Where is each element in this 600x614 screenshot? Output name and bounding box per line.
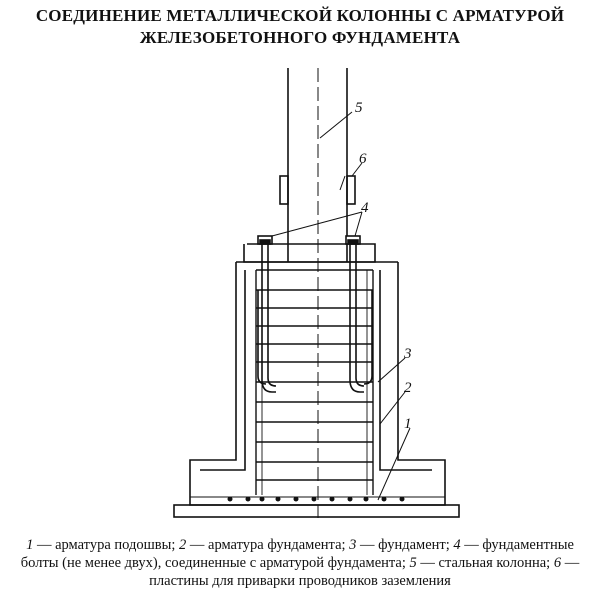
legend-num-4: 4 bbox=[453, 537, 461, 553]
legend-text-4: — фундаментные болты (не менее двух), соединенные с арматурой фундамента; bbox=[20, 537, 574, 571]
legend-num-3: 3 bbox=[349, 537, 357, 553]
legend-text-1: — арматура подошвы; bbox=[33, 537, 180, 553]
legend-num-6: 6 bbox=[553, 555, 562, 571]
steel-column bbox=[288, 68, 347, 518]
base-slab bbox=[174, 497, 459, 517]
legend-text-3: — фундамент; bbox=[356, 537, 450, 553]
diagram-title-line-1: СОЕДИНЕНИЕ МЕТАЛЛИЧЕСКОЙ КОЛОННЫ С АРМАТУРОЙ bbox=[35, 6, 565, 25]
anchor-bolts bbox=[258, 236, 372, 392]
callout-5: 5 bbox=[355, 100, 363, 116]
callout-2: 2 bbox=[404, 380, 412, 396]
diagram-title-line-2: ЖЕЛЕЗОБЕТОННОГО ФУНДАМЕНТА bbox=[139, 28, 461, 47]
legend-num-1: 1 bbox=[26, 537, 34, 553]
legend-text-6: — пластины для приварки проводников заземления bbox=[149, 555, 580, 589]
legend-num-5: 5 bbox=[409, 555, 417, 571]
legend-num-2: 2 bbox=[179, 537, 187, 553]
legend-text-2: — арматура фундамента; bbox=[186, 537, 350, 553]
legend bbox=[20, 536, 580, 590]
callout-4: 4 bbox=[361, 200, 369, 216]
callout-3: 3 bbox=[404, 346, 412, 362]
legend-text-5: — стальная колонна; bbox=[416, 555, 554, 571]
callout-6: 6 bbox=[359, 151, 367, 167]
callout-1: 1 bbox=[404, 416, 412, 432]
